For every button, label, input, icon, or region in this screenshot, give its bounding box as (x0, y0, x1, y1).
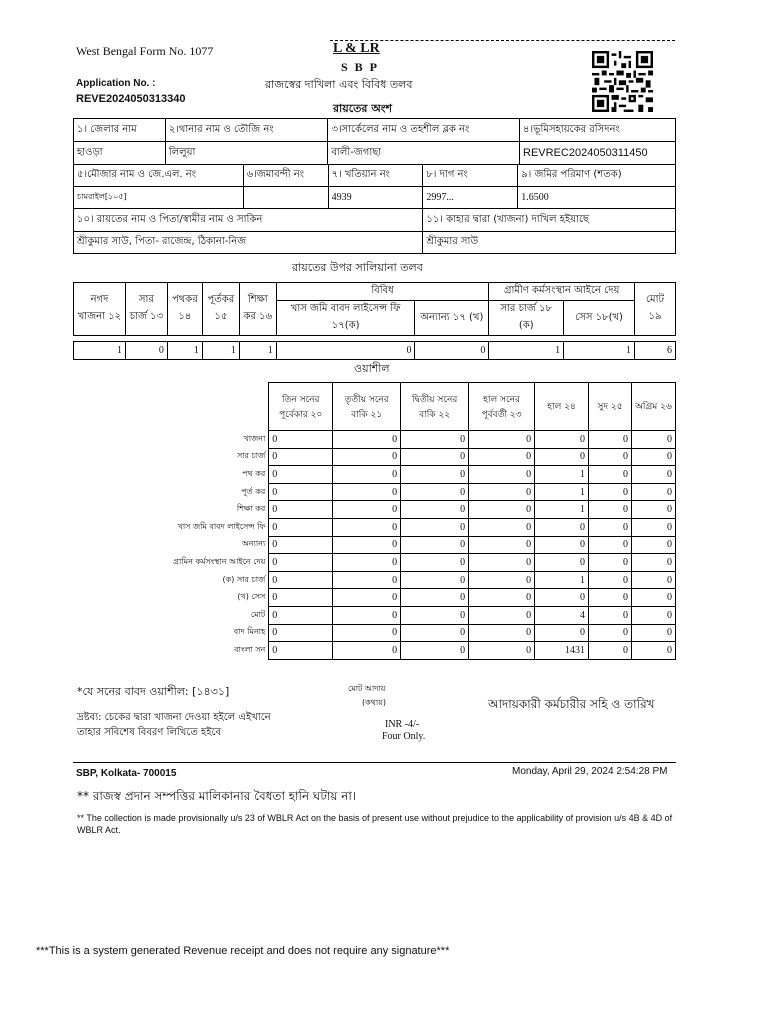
table-row (73, 589, 676, 607)
jamabandi-header: ৬।জমাবন্দী নং (243, 165, 328, 187)
row-label: পথ কর (242, 468, 266, 478)
office-address: SBP, Kolkata- 700015 (76, 768, 177, 779)
cell-value: 0 (535, 431, 589, 449)
cell-value: 0 (269, 642, 333, 660)
cell-value: 0 (333, 448, 401, 466)
district-header: ১। জেলার নাম (74, 119, 166, 142)
mouza-header: ৫।মৌজার নাম ও জে.এল. নং (74, 165, 244, 187)
col-third-header: তৃতীয় সনের বাকি ২১ (333, 383, 401, 431)
cell-value: 1 (535, 483, 589, 501)
table-row (73, 536, 676, 554)
row-label: (খ) সেস (237, 592, 266, 602)
cell-value: 0 (469, 536, 535, 554)
cell-value: 0 (535, 554, 589, 572)
road-tax-header: পথকর ১৪ (167, 283, 202, 336)
circle-value: বালী-জগাছা (328, 142, 520, 165)
cell-value: 0 (333, 589, 401, 607)
misc-header: বিবিধ (276, 283, 489, 301)
cell-value: 1 (535, 501, 589, 519)
row-label: খাজনা (243, 433, 266, 443)
annual-value: 1 (167, 342, 202, 360)
row-label: সার চার্জ (236, 451, 266, 461)
row-label: মোট (250, 609, 266, 619)
annual-table (73, 282, 676, 360)
cell-value: 0 (535, 624, 589, 642)
cell-value: 0 (631, 483, 675, 501)
district-value: হাওড়া (74, 142, 166, 165)
cell-value: 0 (269, 554, 333, 572)
cell-value: 0 (269, 624, 333, 642)
row-label: শিক্ষা কর (236, 504, 266, 514)
cell-value: 0 (469, 501, 535, 519)
cell-value: 0 (469, 466, 535, 484)
inr-amount: INR -4/- (385, 719, 420, 730)
cell-value: 0 (469, 554, 535, 572)
cell-value: 0 (469, 571, 535, 589)
cell-value: 0 (589, 431, 632, 449)
cell-value: 0 (269, 448, 333, 466)
annual-value: 0 (415, 342, 489, 360)
cell-value: 0 (631, 606, 675, 624)
title-main: L & LR (333, 41, 380, 56)
raiyat-value: শ্রীকুমার সাউ, পিতা- রাজেন্দ্র, ঠিকানা-নিজ (74, 232, 423, 254)
cell-value: 0 (401, 431, 469, 449)
cell-value: 0 (469, 624, 535, 642)
annual-value: 1 (239, 342, 276, 360)
cell-value: 0 (631, 571, 675, 589)
owashil-title: ওয়াশীল (354, 362, 390, 375)
cell-value: 0 (469, 431, 535, 449)
cell-value: 4 (535, 606, 589, 624)
cell-value: 0 (589, 448, 632, 466)
khatian-header: ৭। খতিয়ান নং (328, 165, 423, 187)
annual-value: 0 (276, 342, 415, 360)
table-row (73, 483, 676, 501)
annual-value: 1 (202, 342, 239, 360)
col-advance-header: অগ্রিম ২৬ (631, 383, 675, 431)
table-row (73, 431, 676, 449)
cell-value: 0 (589, 501, 632, 519)
row-label: বাদ মিনাহ (233, 627, 266, 637)
cell-value: 0 (589, 642, 632, 660)
police-station-value: লিলুয়া (165, 142, 328, 165)
table-row (73, 466, 676, 484)
footer-divider (73, 762, 676, 763)
cell-value: 0 (333, 606, 401, 624)
cell-value: 0 (401, 571, 469, 589)
cell-value: 0 (589, 606, 632, 624)
row-label: খাস জমি বাবদ লাইসেন্স ফি (177, 521, 266, 531)
cell-value: 0 (401, 466, 469, 484)
cell-value: 0 (589, 466, 632, 484)
qr-code-icon (592, 51, 653, 112)
dag-header: ৮। দাগ নং (423, 165, 518, 187)
cell-value: 0 (333, 642, 401, 660)
rural-surcharge-header: সার চার্জ ১৮ (ক) (489, 301, 564, 336)
cell-value: 0 (631, 518, 675, 536)
annual-value: 1 (564, 342, 635, 360)
cell-value: 0 (401, 536, 469, 554)
cell-value: 0 (269, 466, 333, 484)
form-number: West Bengal Form No. 1077 (76, 44, 214, 58)
cell-value: 0 (401, 589, 469, 607)
bengali-title: রাজস্বের দাখিলা এবং বিবিধ তলব (265, 78, 413, 91)
table-row (73, 606, 676, 624)
depositor-header: ১১। কাহার দ্বারা (খাজনা) দাখিল হইয়াছে (423, 209, 676, 232)
others-header: অন্যান্য ১৭ (খ) (415, 301, 489, 336)
cell-value: 0 (589, 518, 632, 536)
cell-value: 0 (631, 536, 675, 554)
cell-value: 0 (401, 642, 469, 660)
annual-value: 6 (634, 342, 675, 360)
cell-value: 0 (269, 483, 333, 501)
cell-value: 0 (589, 624, 632, 642)
cell-value: 0 (469, 483, 535, 501)
disclaimer-english: ** The collection is made provisionally u/s 23 of WBLR Act on the basis of present use without prejudice to the applicability of provision u/s 4B & 4D of WBLR Act. (77, 813, 673, 835)
cell-value: 0 (401, 483, 469, 501)
cell-value: 1431 (535, 642, 589, 660)
info-table (73, 118, 676, 165)
annual-value: 1 (489, 342, 564, 360)
annual-value: 1 (74, 342, 126, 360)
area-header: ৯। জমির পরিমাণ (শতক) (518, 165, 676, 187)
cell-value: 1 (535, 466, 589, 484)
cell-value: 0 (333, 536, 401, 554)
cash-rent-header: নগদ খাজনা ১২ (74, 283, 126, 336)
cell-value: 0 (589, 554, 632, 572)
col-older-header: তিন সনের পূর্বেকার ২০ (269, 383, 333, 431)
cess-header: সেস ১৮(খ) (564, 301, 635, 336)
cell-value: 0 (631, 589, 675, 607)
collection-table (73, 382, 676, 660)
cell-value: 0 (269, 606, 333, 624)
cell-value: 0 (333, 483, 401, 501)
cell-value: 0 (535, 536, 589, 554)
cell-value: 0 (269, 518, 333, 536)
total-label: মোট আদায় (348, 684, 386, 693)
col-current-header: হাল ২৪ (535, 383, 589, 431)
total-words-label: (কথায়) (362, 698, 387, 707)
inr-words: Four Only. (382, 731, 426, 742)
row-label: গ্রামিন কর্মসংস্থান আইনে দেয় (173, 556, 266, 566)
system-generated-note: ***This is a system generated Revenue receipt and does not require any signature*** (36, 945, 450, 957)
table-row (73, 554, 676, 572)
receipt-value: REVREC2024050311450 (520, 142, 676, 165)
title-sub: S B P (341, 60, 380, 74)
receipt-header: ৪।ভূমিসহায়কের রসিদনং (520, 119, 676, 142)
row-label: অন্যান্য (241, 539, 266, 549)
cell-value: 0 (401, 501, 469, 519)
public-works-header: পূর্তকর ১৫ (202, 283, 239, 336)
annual-value: 0 (125, 342, 167, 360)
license-fee-header: খাস জমি বাবদ লাইসেন্স ফি ১৭(ক) (276, 301, 415, 336)
area-value: 1.6500 (518, 187, 676, 209)
circle-header: ৩।সার্কেলের নাম ও তহশীল ব্লক নং (328, 119, 520, 142)
cell-value: 0 (535, 518, 589, 536)
police-station-header: ২।থানার নাম ও তৌজি নং (165, 119, 328, 142)
cell-value: 0 (269, 589, 333, 607)
row-label: (ক) সার চার্জ (222, 574, 266, 584)
table-row (73, 624, 676, 642)
cell-value: 0 (631, 466, 675, 484)
disclaimer-bengali: ** রাজস্ব প্রদান সম্পত্তির মালিকানার বৈধতা হানি ঘটায় না। (77, 789, 357, 803)
cell-value: 0 (333, 431, 401, 449)
cell-value: 0 (535, 448, 589, 466)
application-label: Application No. : (76, 78, 156, 89)
col-interest-header: সুদ ২৫ (589, 383, 632, 431)
year-note: *যে সনের বাবদ ওয়াশীল: [১৪৩১] (77, 685, 230, 698)
cell-value: 0 (401, 518, 469, 536)
raiyat-header: ১০। রায়তের নাম ও পিতা/স্বামীর নাম ও সাকিন (74, 209, 423, 232)
cell-value: 0 (269, 536, 333, 554)
cell-value: 1 (535, 571, 589, 589)
cell-value: 0 (333, 501, 401, 519)
col-prev-header: হাল সনের পূর্ববর্তী ২৩ (469, 383, 535, 431)
khatian-value: 4939 (328, 187, 423, 209)
cell-value: 0 (469, 448, 535, 466)
cell-value: 0 (589, 571, 632, 589)
jamabandi-value (243, 187, 328, 209)
row-label: বাংলা সন (234, 644, 266, 654)
cell-value: 0 (333, 518, 401, 536)
dag-value: 2997... (423, 187, 518, 209)
application-number: REVE2024050313340 (76, 93, 186, 105)
cell-value: 0 (631, 642, 675, 660)
row-label: পূর্ত কর (241, 486, 266, 496)
cell-value: 0 (469, 589, 535, 607)
cell-value: 0 (401, 554, 469, 572)
table-row (73, 518, 676, 536)
cell-value: 0 (631, 501, 675, 519)
cell-value: 0 (589, 483, 632, 501)
cell-value: 0 (631, 448, 675, 466)
cell-value: 0 (333, 554, 401, 572)
cell-value: 0 (589, 536, 632, 554)
raiyat-table (73, 208, 676, 254)
cell-value: 0 (631, 431, 675, 449)
cell-value: 0 (333, 466, 401, 484)
surcharge-header: সার চার্জ ১৩ (125, 283, 167, 336)
cheque-note: দ্রষ্টব্য: চেকের দ্বারা খাজনা দেওয়া হইলে এইখানে তাহার সবিশেষ বিবরণ লিখিতে হইবে (77, 712, 271, 738)
cut-line (330, 40, 675, 41)
cell-value: 0 (589, 589, 632, 607)
cell-value: 0 (469, 518, 535, 536)
cell-value: 0 (401, 624, 469, 642)
rural-employment-header: গ্রামীণ কর্মসংস্থান আইনে দেয় (489, 283, 635, 301)
education-tax-header: শিক্ষা কর ১৬ (239, 283, 276, 336)
timestamp: Monday, April 29, 2024 2:54:28 PM (512, 766, 668, 777)
table-row (73, 448, 676, 466)
cell-value: 0 (401, 606, 469, 624)
cell-value: 0 (469, 642, 535, 660)
cell-value: 0 (401, 448, 469, 466)
col-second-header: দ্বিতীয় সনের বাকি ২২ (401, 383, 469, 431)
mouza-value: চামরাইল[১০৫] (74, 187, 244, 209)
total-header: মোট ১৯ (634, 283, 675, 336)
cell-value: 0 (269, 571, 333, 589)
signature-label: আদায়কারী কর্মচারীর সহি ও তারিখ (488, 697, 655, 711)
cell-value: 0 (469, 606, 535, 624)
cell-value: 0 (269, 431, 333, 449)
table-row (73, 642, 676, 660)
cell-value: 0 (631, 554, 675, 572)
depositor-value: শ্রীকুমার সাউ (423, 232, 676, 254)
cell-value: 0 (333, 624, 401, 642)
cell-value: 0 (269, 501, 333, 519)
annual-title: রায়তের উপর সালিয়ানা তলব (292, 261, 423, 274)
bengali-subtitle: রায়তের অংশ (333, 102, 393, 115)
cell-value: 0 (333, 571, 401, 589)
table-row (73, 501, 676, 519)
table-row (73, 571, 676, 589)
cell-value: 0 (535, 589, 589, 607)
land-table (73, 164, 676, 209)
cell-value: 0 (631, 624, 675, 642)
